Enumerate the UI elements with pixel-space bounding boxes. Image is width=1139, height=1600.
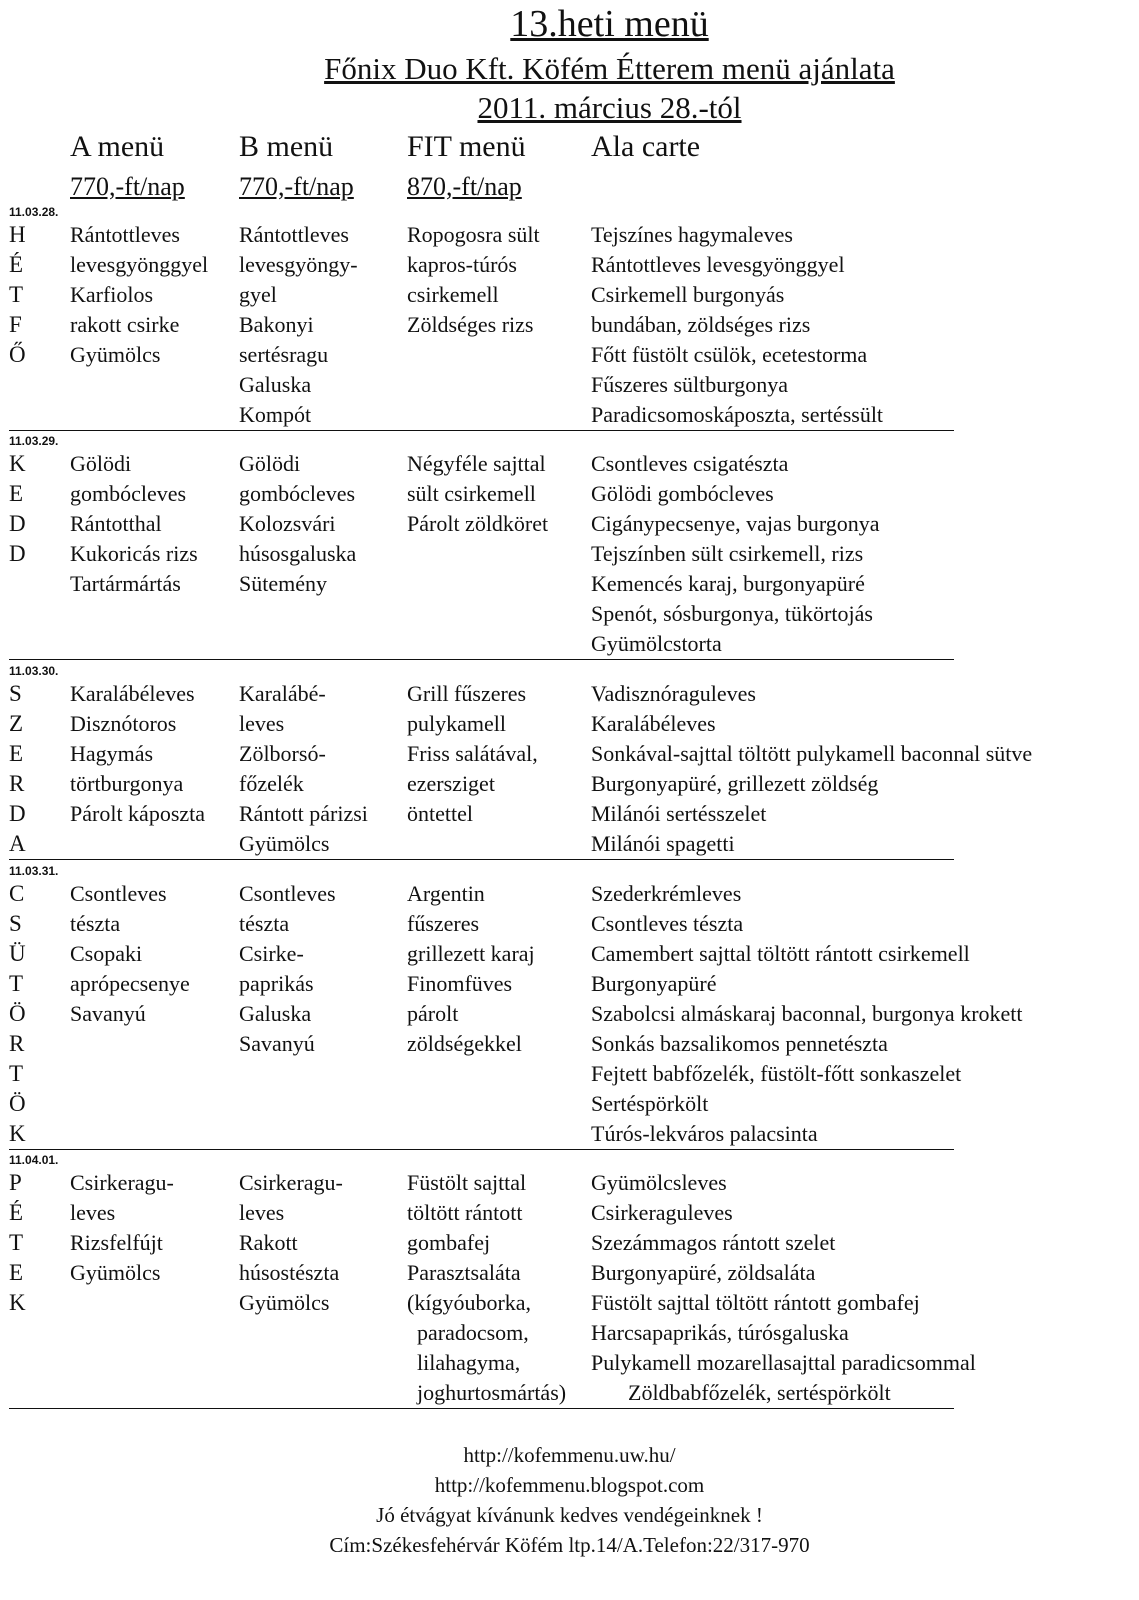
alacarte-item: Gyümölcsleves xyxy=(591,1170,727,1195)
fit-menu-item: Négyféle sajttal xyxy=(407,451,546,476)
fit-menu-item: gombafej xyxy=(407,1230,491,1255)
footer-url-2: http://kofemmenu.blogspot.com xyxy=(434,1473,705,1497)
alacarte-item: Sonkás bazsalikomos pennetészta xyxy=(591,1031,888,1056)
column-header-a: A menü xyxy=(70,130,165,163)
alacarte-item: Tejszínben sült csirkemell, rizs xyxy=(591,541,864,566)
alacarte-item: Milánói spagetti xyxy=(591,831,735,856)
fit-menu-item: lilahagyma, xyxy=(417,1350,521,1375)
day-letter: R xyxy=(9,1031,25,1056)
day-letter: Ü xyxy=(9,941,26,966)
menu-b-item: húsosgaluska xyxy=(239,541,357,566)
footer-address: Cím:Székesfehérvár Köfém ltp.14/A.Telefon:22/317-970 xyxy=(329,1533,810,1557)
day-letter: D xyxy=(9,541,26,566)
menu-start-date: 2011. március 28.-tól xyxy=(477,90,742,125)
day-date: 11.03.28. xyxy=(9,205,59,219)
day-date: 11.03.29. xyxy=(9,434,59,448)
day-letter: F xyxy=(9,312,22,337)
alacarte-item: Burgonyapüré xyxy=(591,971,717,996)
alacarte-item: Sonkával-sajttal töltött pulykamell baconnal sütve xyxy=(591,741,1033,766)
alacarte-item: Kemencés karaj, burgonyapüré xyxy=(591,571,865,596)
fit-menu-item: sült csirkemell xyxy=(407,481,536,506)
menu-b-item: paprikás xyxy=(239,971,314,996)
page-subtitle: Főnix Duo Kft. Köfém Étterem menü ajánlata xyxy=(324,51,895,86)
alacarte-item: Zöldbabfőzelék, sertéspörkölt xyxy=(628,1380,891,1405)
menu-b-item: húsostészta xyxy=(239,1260,340,1285)
alacarte-item: Gölödi gombócleves xyxy=(591,481,774,506)
fit-menu-item: Argentin xyxy=(407,881,485,906)
alacarte-item: Cigánypecsenye, vajas burgonya xyxy=(591,511,880,536)
menu-a-item: Gyümölcs xyxy=(70,342,161,367)
day-letter: D xyxy=(9,511,26,536)
fit-menu-item: joghurtosmártás) xyxy=(417,1380,567,1405)
menu-b-item: Galuska xyxy=(239,1001,312,1026)
day-date: 11.04.01. xyxy=(9,1153,59,1167)
day-letter: T xyxy=(9,1230,24,1255)
menu-b-item: Rántott párizsi xyxy=(239,801,368,826)
menu-b-item: Kolozsvári xyxy=(239,511,336,536)
day-divider xyxy=(9,659,954,660)
day-letter: T xyxy=(9,971,24,996)
fit-menu-item: csirkemell xyxy=(407,282,499,307)
fit-menu-item: pulykamell xyxy=(407,711,506,736)
fit-menu-item: párolt xyxy=(407,1001,459,1026)
footer-greeting: Jó étvágyat kívánunk kedves vendégeinknek ! xyxy=(376,1503,763,1527)
day-letter: A xyxy=(9,831,26,856)
alacarte-item: Pulykamell mozarellasajttal paradicsommal xyxy=(591,1350,976,1375)
alacarte-item: Szezámmagos rántott szelet xyxy=(591,1230,836,1255)
menu-b-item: leves xyxy=(239,1200,285,1225)
alacarte-item: Csontleves csigatészta xyxy=(591,451,789,476)
day-letter: E xyxy=(9,481,24,506)
fit-menu-item: kapros-túrós xyxy=(407,252,517,277)
price-a: 770,-ft/nap xyxy=(70,172,185,201)
alacarte-item: bundában, zöldséges rizs xyxy=(591,312,811,337)
fit-menu-item: (kígyóuborka, xyxy=(407,1290,532,1315)
menu-b-item: Csirkeragu- xyxy=(239,1170,343,1195)
alacarte-item: Túrós-lekváros palacsinta xyxy=(591,1121,818,1146)
day-letter: H xyxy=(9,222,26,247)
menu-b-item: sertésragu xyxy=(239,342,329,367)
day-letter: P xyxy=(9,1170,22,1195)
menu-b-item: Galuska xyxy=(239,372,312,397)
alacarte-item: Fűszeres sültburgonya xyxy=(591,372,788,397)
alacarte-item: Spenót, sósburgonya, tükörtojás xyxy=(591,601,873,626)
day-letter: T xyxy=(9,1061,24,1086)
menu-b-item: Bakonyi xyxy=(239,312,314,337)
menu-a-item: Csirkeragu- xyxy=(70,1170,174,1195)
day-divider xyxy=(9,1149,954,1150)
alacarte-item: Szederkrémleves xyxy=(591,881,742,906)
fit-menu-item: Párolt zöldköret xyxy=(407,511,549,536)
fit-menu-item: Parasztsaláta xyxy=(407,1260,521,1285)
fit-menu-item: ezersziget xyxy=(407,771,495,796)
page-title: 13.heti menü xyxy=(510,3,709,45)
alacarte-item: Milánói sertésszelet xyxy=(591,801,767,826)
fit-menu-item: fűszeres xyxy=(407,911,480,936)
menu-b-item: Gyümölcs xyxy=(239,831,330,856)
alacarte-item: Camembert sajttal töltött rántott csirkemell xyxy=(591,941,970,966)
menu-a-item: Karalábéleves xyxy=(70,681,195,706)
day-letter: Ő xyxy=(9,342,26,367)
alacarte-item: Gyümölcstorta xyxy=(591,631,722,656)
fit-menu-item: Ropogosra sült xyxy=(407,222,540,247)
fit-menu-item: töltött rántott xyxy=(407,1200,523,1225)
fit-menu-item: Füstölt sajttal xyxy=(407,1170,527,1195)
fit-menu-item: Grill fűszeres xyxy=(407,681,527,706)
menu-b-item: levesgyöngy- xyxy=(239,252,358,277)
menu-b-item: gombócleves xyxy=(239,481,356,506)
menu-b-item: Gyümölcs xyxy=(239,1290,330,1315)
fit-menu-item: zöldségekkel xyxy=(407,1031,522,1056)
menu-b-item: Rakott xyxy=(239,1230,298,1255)
day-letter: É xyxy=(9,1200,24,1225)
menu-b-item: Sütemény xyxy=(239,571,327,596)
alacarte-item: Burgonyapüré, zöldsaláta xyxy=(591,1260,816,1285)
menu-b-item: Gölödi xyxy=(239,451,301,476)
day-letter: S xyxy=(9,681,22,706)
menu-b-item: tészta xyxy=(239,911,290,936)
alacarte-item: Főtt füstölt csülök, ecetestorma xyxy=(591,342,868,367)
menu-b-item: Kompót xyxy=(239,402,312,427)
day-divider xyxy=(9,859,954,860)
price-fit: 870,-ft/nap xyxy=(407,172,522,201)
day-letter: Ö xyxy=(9,1091,26,1116)
alacarte-item: Fejtett babfőzelék, füstölt-főtt sonkaszelet xyxy=(591,1061,962,1086)
menu-a-item: Párolt káposzta xyxy=(70,801,206,826)
menu-b-item: Csontleves xyxy=(239,881,336,906)
menu-a-item: Disznótoros xyxy=(70,711,177,736)
menu-a-item: gombócleves xyxy=(70,481,187,506)
column-header-alacarte: Ala carte xyxy=(591,130,701,163)
day-letter: S xyxy=(9,911,22,936)
day-letter: K xyxy=(9,1290,26,1315)
menu-b-item: Savanyú xyxy=(239,1031,315,1056)
day-letter: E xyxy=(9,741,24,766)
menu-a-item: Gölödi xyxy=(70,451,132,476)
column-header-fit: FIT menü xyxy=(407,130,526,163)
day-date: 11.03.31. xyxy=(9,864,59,878)
fit-menu-item: grillezett karaj xyxy=(407,941,535,966)
fit-menu-item: Zöldséges rizs xyxy=(407,312,534,337)
alacarte-item: Tejszínes hagymaleves xyxy=(591,222,793,247)
day-letter: É xyxy=(9,252,24,277)
day-letter: D xyxy=(9,801,26,826)
menu-a-item: levesgyönggyel xyxy=(70,252,209,277)
price-b: 770,-ft/nap xyxy=(239,172,354,201)
footer-url-1: http://kofemmenu.uw.hu/ xyxy=(463,1443,676,1467)
alacarte-item: Rántottleves levesgyönggyel xyxy=(591,252,845,277)
menu-a-item: Tartármártás xyxy=(70,571,181,596)
day-date: 11.03.30. xyxy=(9,664,59,678)
day-letter: Ö xyxy=(9,1001,26,1026)
day-letter: E xyxy=(9,1260,24,1285)
fit-menu-item: öntettel xyxy=(407,801,473,826)
menu-b-item: főzelék xyxy=(239,771,304,796)
menu-a-item: Karfiolos xyxy=(70,282,154,307)
alacarte-item: Füstölt sajttal töltött rántott gombafej xyxy=(591,1290,920,1315)
column-header-b: B menü xyxy=(239,130,334,163)
menu-b-item: gyel xyxy=(239,282,277,307)
alacarte-item: Vadisznóraguleves xyxy=(591,681,756,706)
menu-b-item: leves xyxy=(239,711,285,736)
menu-a-item: leves xyxy=(70,1200,116,1225)
alacarte-item: Csontleves tészta xyxy=(591,911,744,936)
alacarte-item: Harcsapaprikás, túrósgaluska xyxy=(591,1320,849,1345)
alacarte-item: Csirkemell burgonyás xyxy=(591,282,785,307)
alacarte-item: Szabolcsi almáskaraj baconnal, burgonya krokett xyxy=(591,1001,1023,1026)
alacarte-item: Karalábéleves xyxy=(591,711,716,736)
day-letter: K xyxy=(9,1121,26,1146)
menu-b-item: Csirke- xyxy=(239,941,304,966)
fit-menu-item: Finomfüves xyxy=(407,971,513,996)
day-letter: R xyxy=(9,771,25,796)
alacarte-item: Burgonyapüré, grillezett zöldség xyxy=(591,771,879,796)
day-divider xyxy=(9,430,954,431)
day-letter: Z xyxy=(9,711,24,736)
menu-a-item: törtburgonya xyxy=(70,771,184,796)
menu-a-item: rakott csirke xyxy=(70,312,180,337)
menu-b-item: Karalábé- xyxy=(239,681,326,706)
menu-a-item: Hagymás xyxy=(70,741,154,766)
menu-a-item: tészta xyxy=(70,911,121,936)
day-divider xyxy=(9,1408,954,1409)
menu-a-item: Rizsfelfújt xyxy=(70,1230,163,1255)
menu-a-item: Csopaki xyxy=(70,941,143,966)
menu-a-item: Gyümölcs xyxy=(70,1260,161,1285)
fit-menu-item: paradocsom, xyxy=(417,1320,529,1345)
menu-a-item: Kukoricás rizs xyxy=(70,541,198,566)
day-letter: C xyxy=(9,881,25,906)
day-letter: K xyxy=(9,451,26,476)
menu-a-item: Savanyú xyxy=(70,1001,146,1026)
menu-b-item: Zölborsó- xyxy=(239,741,326,766)
menu-b-item: Rántottleves xyxy=(239,222,349,247)
menu-a-item: aprópecsenye xyxy=(70,971,190,996)
alacarte-item: Csirkeraguleves xyxy=(591,1200,733,1225)
menu-a-item: Rántottleves xyxy=(70,222,180,247)
menu-a-item: Csontleves xyxy=(70,881,167,906)
alacarte-item: Paradicsomoskáposzta, sertéssült xyxy=(591,402,884,427)
fit-menu-item: Friss salátával, xyxy=(407,741,538,766)
menu-a-item: Rántotthal xyxy=(70,511,162,536)
alacarte-item: Sertéspörkölt xyxy=(591,1091,709,1116)
day-letter: T xyxy=(9,282,24,307)
